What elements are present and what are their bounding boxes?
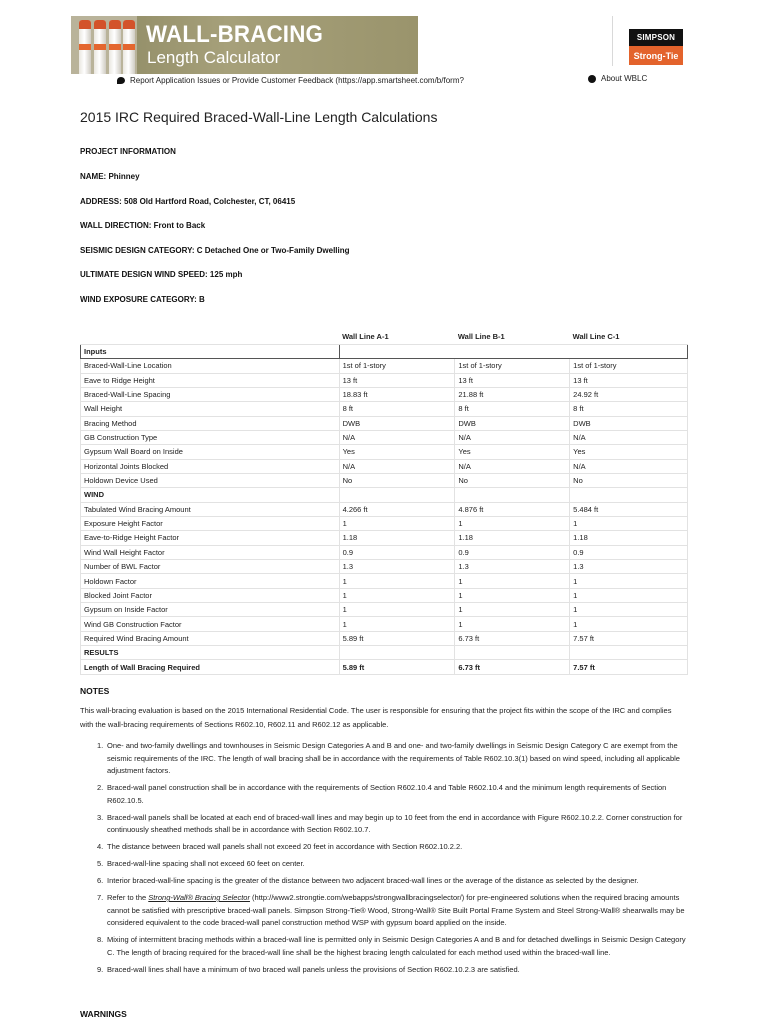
table-cell: Wind GB Construction Factor: [81, 617, 340, 631]
table-cell: Wall Height: [81, 402, 340, 416]
table-cell: Holdown Device Used: [81, 473, 340, 487]
table-cell: 5.89 ft: [339, 660, 455, 674]
table-row: [81, 516, 688, 530]
table-cell: 1: [570, 588, 688, 602]
table-cell: 1: [570, 603, 688, 617]
info-icon: [588, 75, 596, 83]
note-item: 1. One- and two-family dwellings and townhouses in Seismic Design Categories A and B and one- and two-family dwellings in Seismic Design Category C are exempt from the seismic requirements of the IRC. The length of wall bracing shall be in accordance with the requirements of Table R602.10.3(1) based on wind speed, including all applicable adjustment factors.: [97, 741, 680, 775]
table-cell: 1: [570, 516, 688, 530]
about-text: About WBLC: [601, 74, 648, 83]
table-cell: [339, 488, 455, 502]
about-link[interactable]: [588, 74, 647, 83]
note-text: One- and two-family dwellings and townhouses in Seismic Design Categories A and B and one- and two-family dwellings in Seismic Design Category C are exempt from the seismic requirements of the IRC. The length of wall bracing shall be in accordance with the requirements of Table R602.10.3(1) based on wind speed, including all applicable adjustment factors.: [107, 741, 680, 775]
table-row: [81, 416, 688, 430]
section-label: WIND: [81, 488, 340, 502]
notes-intro: This wall-bracing evaluation is based on the 2015 International Residential Code. The user is responsible for ensuring that the project fits within the scope of the IRC and complies with the wall-bracing requirements of Sections R602.10, R602.11 and R602.12 as applicable.: [80, 706, 672, 729]
table-cell: 0.9: [455, 545, 570, 559]
table-cell: 1: [339, 617, 455, 631]
table-cell: 5.484 ft: [570, 502, 688, 516]
table-row: [81, 502, 688, 516]
table-cell: No: [339, 473, 455, 487]
table-cell: 1.3: [339, 560, 455, 574]
table-cell: Braced-Wall-Line Spacing: [81, 387, 340, 401]
table-cell: 8 ft: [339, 402, 455, 416]
table-row: [81, 560, 688, 574]
note-item: 6. Interior braced-wall-line spacing is the greater of the distance between two adjacent braced-wall lines or the average of the distance as selected by the designer.: [97, 876, 639, 885]
note-text: Braced-wall-line spacing shall not exceed 60 feet on center.: [107, 859, 305, 868]
table-header-cell: Wall Line B-1: [455, 330, 570, 344]
note-item: 5. Braced-wall-line spacing shall not exceed 60 feet on center.: [97, 859, 305, 868]
banner-title: WALL-BRACING: [146, 21, 324, 48]
note-text: Braced-wall panels shall be located at each end of braced-wall lines and may begin up to 10 feet from the end in accordance with Figure R602.10.2.2. Corner construction for continuously sheathed methods shall be in accordance with Section R602.10.7.: [107, 812, 683, 834]
table-cell: 1.18: [570, 531, 688, 545]
table-cell: Bracing Method: [81, 416, 340, 430]
note-text: Interior braced-wall-line spacing is the greater of the distance between two adjacent braced-wall lines or the average of the distance as selected by the designer.: [107, 876, 639, 885]
note-text: The distance between braced wall panels shall not exceed 20 feet in accordance with Section R602.10.2.2.: [107, 842, 463, 851]
note-item: 3. Braced-wall panels shall be located at each end of braced-wall lines and may begin up to 10 feet from the end in accordance with Figure R602.10.2.2. Corner construction for continuously sheathed methods shall be in accordance with Section R602.10.7.: [97, 812, 683, 834]
table-cell: 5.89 ft: [339, 631, 455, 645]
table-cell: 1: [339, 588, 455, 602]
note-text: Braced-wall lines shall have a minimum of two braced wall panels unless the provisions of Section R602.10.2.3 are satisfied.: [107, 964, 520, 974]
section-fill: [339, 344, 687, 358]
feedback-text: Report Application Issues or Provide Customer Feedback (https://app.smartsheet.com/b/form?: [130, 76, 464, 85]
bracing-table: [80, 330, 688, 675]
note-item: 9. Braced-wall lines shall have a minimum of two braced wall panels unless the provisions of Section R602.10.2.3 are satisfied.: [97, 964, 520, 974]
note-item: 4. The distance between braced wall panels shall not exceed 20 feet in accordance with Section R602.10.2.2.: [97, 842, 463, 851]
note-text-post: (http://www2.strongtie.com/webapps/strongwallbracingselector/) for pre-engineered solutions when the required bracing amounts cannot be satisfied with prescriptive braced-wall panels. Simpson Strong-Tie® Wood, Strong-Wall® Site Built Portal Frame System and Steel Strong-Wall® shearwalls may be considered equivalent to the code braced-wall panel construction method WSP with gypsum board applied on the inside.: [107, 893, 685, 927]
table-row: [81, 430, 688, 444]
tube-icon: [123, 20, 135, 74]
table-cell: 1: [339, 574, 455, 588]
result-row: [81, 660, 688, 674]
simpson-logo[interactable]: [629, 29, 683, 65]
tube-icon: [109, 20, 121, 74]
table-cell: 4.876 ft: [455, 502, 570, 516]
table-cell: Yes: [570, 445, 688, 459]
table-cell: 13 ft: [570, 373, 688, 387]
tube-icon: [94, 20, 106, 74]
table-cell: N/A: [339, 459, 455, 473]
project-heading: PROJECT INFORMATION: [80, 147, 176, 156]
note-text: Mixing of intermittent bracing methods within a braced-wall line is permitted only in Seismic Design Categories A and B and for detached dwellings in Seismic Design Category C. The length of bracing required for the braced-wall line shall be the highest bracing length calculated for each method used within the braced-wall line.: [107, 935, 686, 957]
table-cell: [570, 488, 688, 502]
table-row: [81, 387, 688, 401]
table-cell: 8 ft: [455, 402, 570, 416]
table-cell: 1st of 1-story: [455, 359, 570, 373]
table-cell: [339, 646, 455, 660]
table-cell: Tabulated Wind Bracing Amount: [81, 502, 340, 516]
table-cell: Exposure Height Factor: [81, 516, 340, 530]
table-cell: 1: [570, 574, 688, 588]
table-cell: 1: [455, 617, 570, 631]
table-cell: No: [455, 473, 570, 487]
table-cell: 1.18: [339, 531, 455, 545]
table-cell: 1: [339, 516, 455, 530]
speech-bubble-icon: [117, 77, 125, 84]
header-divider: [612, 16, 613, 66]
table-cell: 6.73 ft: [455, 660, 570, 674]
table-cell: DWB: [455, 416, 570, 430]
table-row: [81, 359, 688, 373]
banner-subtitle: Length Calculator: [147, 48, 281, 67]
table-cell: Yes: [455, 445, 570, 459]
table-cell: 0.9: [339, 545, 455, 559]
table-cell: Blocked Joint Factor: [81, 588, 340, 602]
strong-wall-selector-link[interactable]: Strong-Wall® Bracing Selector: [148, 893, 250, 902]
table-cell: 1.3: [455, 560, 570, 574]
project-address: ADDRESS: 508 Old Hartford Road, Colchester, CT, 06415: [80, 197, 296, 206]
table-cell: Wind Wall Height Factor: [81, 545, 340, 559]
table-row: [81, 574, 688, 588]
table-cell: N/A: [455, 430, 570, 444]
table-cell: Number of BWL Factor: [81, 560, 340, 574]
table-cell: Holdown Factor: [81, 574, 340, 588]
note-text-pre: Refer to the: [107, 893, 149, 902]
table-cell: N/A: [455, 459, 570, 473]
table-cell: Required Wind Bracing Amount: [81, 631, 340, 645]
table-row: [81, 445, 688, 459]
page-title: 2015 IRC Required Braced-Wall-Line Length Calculations: [80, 109, 438, 125]
table-row: [81, 588, 688, 602]
table-row: [81, 603, 688, 617]
note-item: 7. Refer to the Strong-Wall® Bracing Selector (http://www2.strongtie.com/webapps/strongwallbracingselector/) for pre-engineered solutions when the required bracing amounts cannot be satisfied with prescriptive braced-wall panels. Simpson Strong-Tie® Wood, Strong-Wall® Site Built Portal Frame System and Steel Strong-Wall® shearwalls may be considered equivalent to the code braced-wall panel construction method WSP with gypsum board applied on the inside.: [97, 893, 685, 927]
table-cell: 21.88 ft: [455, 387, 570, 401]
table-cell: Eave to Ridge Height: [81, 373, 340, 387]
logo-top-text: SIMPSON: [629, 29, 683, 46]
table-cell: [455, 646, 570, 660]
table-cell: 1: [455, 574, 570, 588]
table-cell: N/A: [339, 430, 455, 444]
table-cell: 1st of 1-story: [339, 359, 455, 373]
section-row-wind: [81, 488, 688, 502]
table-cell: 7.57 ft: [570, 660, 688, 674]
table-cell: GB Construction Type: [81, 430, 340, 444]
table-cell: Yes: [339, 445, 455, 459]
table-header-row: [81, 330, 688, 344]
table-cell: DWB: [570, 416, 688, 430]
table-cell: 13 ft: [339, 373, 455, 387]
notes-heading: NOTES: [80, 686, 110, 696]
table-cell: 6.73 ft: [455, 631, 570, 645]
table-cell: 1: [339, 603, 455, 617]
table-cell: 4.266 ft: [339, 502, 455, 516]
table-row: [81, 473, 688, 487]
table-cell: 8 ft: [570, 402, 688, 416]
table-cell: 13 ft: [455, 373, 570, 387]
table-row: [81, 531, 688, 545]
table-cell: 18.83 ft: [339, 387, 455, 401]
table-cell: Gypsum on Inside Factor: [81, 603, 340, 617]
section-label: Inputs: [81, 344, 340, 358]
table-cell: Length of Wall Bracing Required: [81, 660, 340, 674]
table-row: [81, 617, 688, 631]
project-name: NAME: Phinney: [80, 172, 140, 181]
wall-direction: WALL DIRECTION: Front to Back: [80, 221, 206, 230]
table-cell: 1st of 1-story: [570, 359, 688, 373]
table-cell: Eave-to-Ridge Height Factor: [81, 531, 340, 545]
warnings-heading: WARNINGS: [80, 1009, 127, 1019]
table-row: [81, 631, 688, 645]
note-item: 8. Mixing of intermittent bracing methods within a braced-wall line is permitted only in Seismic Design Categories A and B and for detached dwellings in Seismic Design Category C. The length of bracing required for the braced-wall line shall be the highest bracing length calculated for each method used within the braced-wall line.: [97, 935, 686, 957]
table-cell: N/A: [570, 459, 688, 473]
app-banner: [71, 16, 418, 74]
notes-list: [97, 740, 687, 981]
table-cell: 1: [455, 588, 570, 602]
seismic-category: SEISMIC DESIGN CATEGORY: C Detached One or Two-Family Dwelling: [80, 246, 350, 255]
logo-bottom-text: Strong-Tie: [629, 46, 683, 65]
table-cell: 1: [455, 603, 570, 617]
table-cell: 1.18: [455, 531, 570, 545]
note-item: 2. Braced-wall panel construction shall be in accordance with the requirements of Section R602.10.4 and Table R602.10.4 and the minimum length requirements of Section R602.10.5.: [97, 783, 667, 805]
product-photo: [71, 16, 137, 74]
table-cell: DWB: [339, 416, 455, 430]
tube-icon: [79, 20, 91, 74]
table-row: [81, 545, 688, 559]
wind-exposure: WIND EXPOSURE CATEGORY: B: [80, 295, 205, 304]
table-cell: Braced-Wall-Line Location: [81, 359, 340, 373]
table-cell: Horizontal Joints Blocked: [81, 459, 340, 473]
table-cell: 24.92 ft: [570, 387, 688, 401]
table-cell: 1.3: [570, 560, 688, 574]
table-cell: 0.9: [570, 545, 688, 559]
section-row-inputs: [81, 344, 688, 358]
table-cell: 1: [455, 516, 570, 530]
table-cell: No: [570, 473, 688, 487]
table-row: [81, 459, 688, 473]
table-cell: 7.57 ft: [570, 631, 688, 645]
table-row: [81, 373, 688, 387]
table-row: [81, 402, 688, 416]
table-cell: 1: [570, 617, 688, 631]
section-label: RESULTS: [81, 646, 340, 660]
table-header-cell: Wall Line A-1: [339, 330, 455, 344]
section-row-results: [81, 646, 688, 660]
table-header-cell: [81, 330, 340, 344]
table-cell: Gypsum Wall Board on Inside: [81, 445, 340, 459]
table-cell: N/A: [570, 430, 688, 444]
note-text: Braced-wall panel construction shall be in accordance with the requirements of Section R602.10.4 and Table R602.10.4 and the minimum length requirements of Section R602.10.5.: [107, 783, 667, 805]
table-header-cell: Wall Line C-1: [570, 330, 688, 344]
table-cell: [570, 646, 688, 660]
feedback-link[interactable]: [117, 76, 464, 85]
table-cell: [455, 488, 570, 502]
wind-speed: ULTIMATE DESIGN WIND SPEED: 125 mph: [80, 270, 243, 279]
